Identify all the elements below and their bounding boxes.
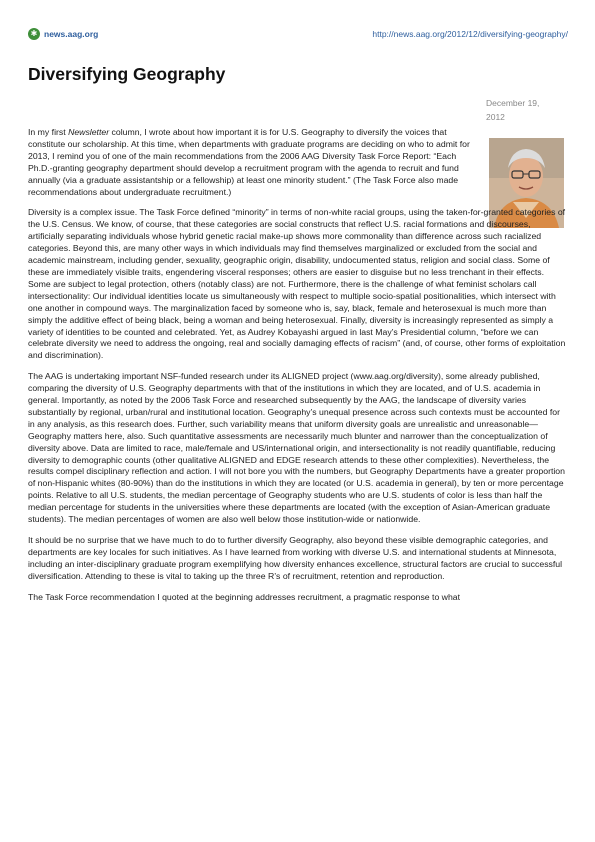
- article-url-link[interactable]: http://news.aag.org/2012/12/diversifying-geography/: [372, 29, 568, 39]
- newsletter-emphasis: Newsletter: [68, 127, 110, 137]
- page-header: [28, 28, 568, 42]
- article-body: [28, 127, 568, 613]
- paragraph-3: The AAG is undertaking important NSF-funded research under its ALIGNED project (www.aag.org/diversity), some already published, comparing the diversity of U.S. Geography departments with that of the institutions in which they are located, and of U.S. academia in general. Importantly, as noted by the 2006 Task Force and researched subsequently by the AAG, the landscape of diversity varies substantially by regional, urban/rural and institutional location. Geography’s unequal presence across such contexts must be accounted for in any analysis, as this research does. Further, such variability means that uniform diversity goals are unrealistic and unreasonable—Geography matters here, also. Such quantitative assessments are necessarily much blunter and narrower than the conceptualization of diversity above. Data are limited to race, male/female and US/international origin, and intersectionality is not readily quantifiable, reducing diversity to demographic counts (other qualitative ALIGNED and EDGE research attends to these other complexities). Nevertheless, the results compel disciplinary reflection and action. I will not bore you with the numbers, but Geography Departments have a greater proportion of non-Hispanic whites (80-90%) than do the institutions in which they are located (or U.S. academia in general), by ten or more percentage points. Relative to all U.S. students, the median percentage of Geography students who are U.S. students of color is less than half the median percentage for students in the universities where these departments are located (with the exception of Asian-American graduate students). The median percentages of women are also well below those institution-wide or nationwide.: [28, 371, 565, 525]
- article-title: Diversifying Geography: [28, 64, 226, 84]
- paragraph-4: It should be no surprise that we have much to do to further diversify Geography, also beyond these visible demographic categories, and departments are key locales for such initiatives. As I have learned from working with diverse U.S. and international students at Minnesota, including an inter-disciplinary graduate program exemplifying how diversity enhances excellence, structural factors are crucial to successful diversification. Attending to these is vital to taking up the three R’s of recruitment, retention and reproduction.: [28, 535, 563, 581]
- leaf-logo-icon: ✱: [28, 28, 40, 40]
- paragraph-2: Diversity is a complex issue. The Task Force defined “minority” in terms of non-white racial groups, using the taken-for-granted categories of the U.S. Census. We know, of course, that these categories are social constructs that reflect U.S. racial formations and discourses, artificially separating individuals whose hybrid genetic racial make-up shows more commonality than difference across such racialized categories. Beyond this, are many other ways in which individuals may find themselves marginalized or excluded from the social and academic mainstream, including gender, sexuality, geographic origin, disability, undocumented status, religion and social class. Some of these are immediately visible traits, engendering visceral responses; others are easier to disguise but no less trenchant in their effects. Some are subject to legal protection, others (notably class) are not. Furthermore, there is the challenge of what feminist scholars call intersectionality: Our individual identities locate us simultaneously with respect to multiple socio-spatial positionalities, which intersect with one another in compound ways. The marginalization faced by someone who is, say, black, female and heterosexual is much more than simply the additive effect of being black, being a woman and being heterosexual. Finally, diversity is increasingly represented as simply a variety of identities to be counted and celebrated. Yet, as Audrey Kobayashi argued in last May’s Presidential column, “before we can celebrate diversity we need to address the ongoing, real and socially damaging effects of racism” (and, of course, other forms of exploitation and discrimination).: [28, 207, 566, 361]
- paragraph-1: In my first Newsletter column, I wrote about how important it is for U.S. Geography to diversify the voices that constitute our scholarship. At this time, when departments with graduate programs are deciding on who to admit for 2013, I remind you of one of the main recommendations from the 2006 AAG Diversity Task Force Report: “Each Ph.D.-granting geography department should develop a recruitment program with the agenda to recruit and fund annually (via a graduate assistantship or a fellowship) at least one minority student.” (The Task Force also made recommendations about undergraduate recruitment.): [28, 127, 470, 197]
- article-date: December 19, 2012: [486, 98, 540, 122]
- paragraph-5: The Task Force recommendation I quoted at the beginning addresses recruitment, a pragmatic response to what: [28, 591, 461, 602]
- site-name-link[interactable]: news.aag.org: [44, 29, 99, 39]
